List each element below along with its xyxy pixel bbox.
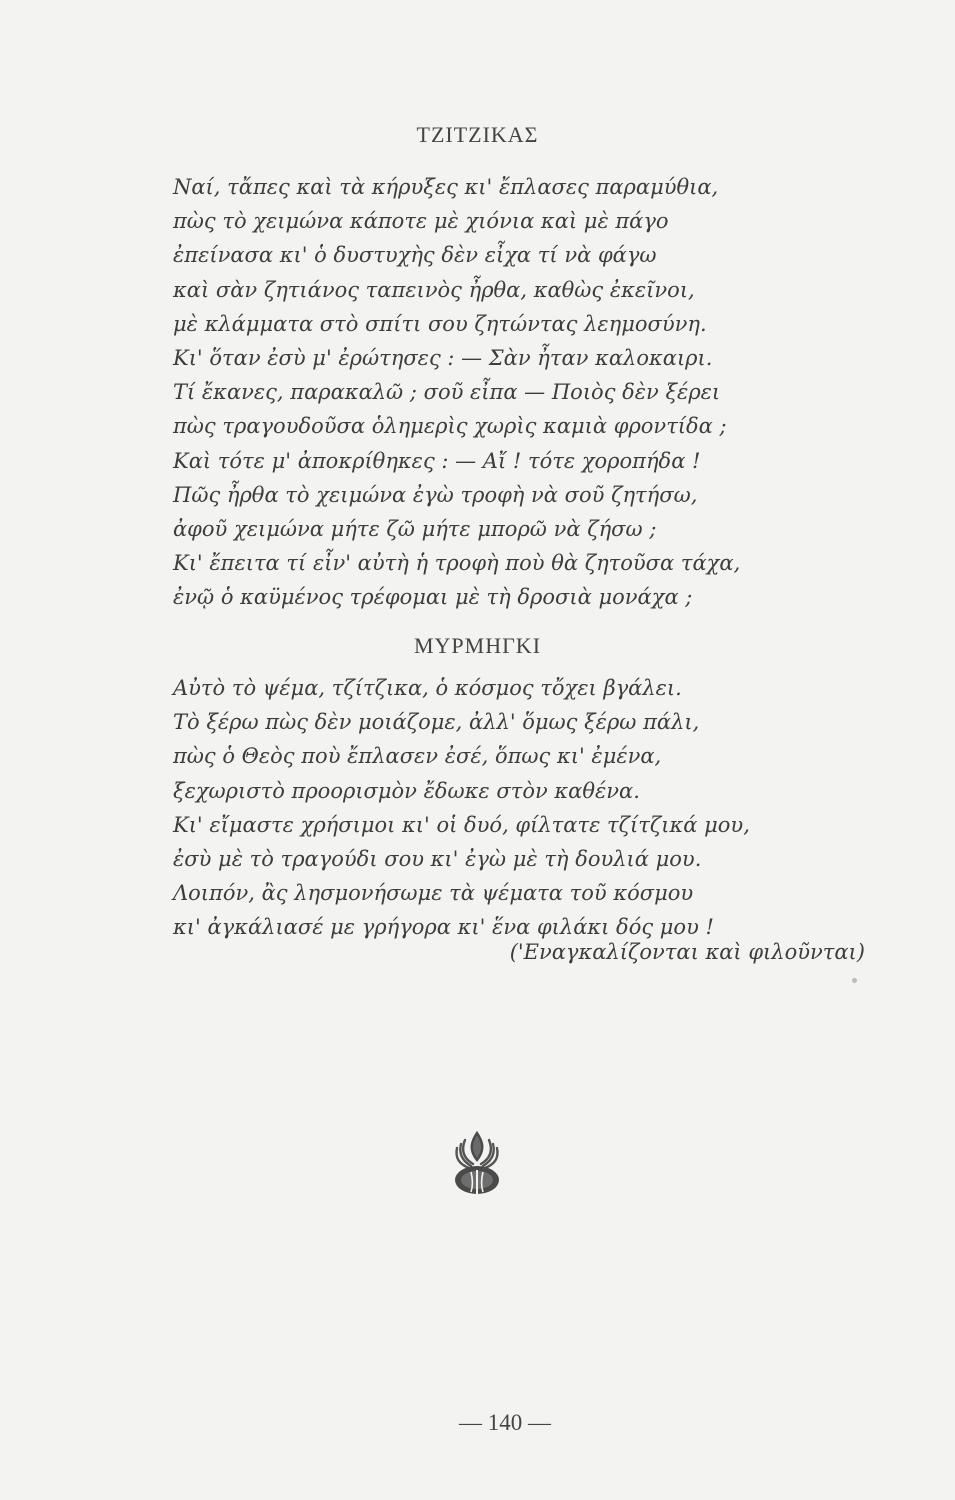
verse-line: ἐνῷ ὁ καϋμένος τρέφομαι μὲ τὴ δροσιὰ μονάχα ; (173, 585, 693, 610)
verse-line: ἐσὺ μὲ τὸ τραγούδι σου κι' ἐγὼ μὲ τὴ δουλιά μου. (173, 846, 702, 871)
verse-line: πὼς τὸ χειμώνα κάποτε μὲ χιόνια καὶ μὲ πάγο (173, 209, 669, 234)
verse-line: Τί ἔκανες, παρακαλῶ ; σοῦ εἶπα — Ποιὸς δὲν ξέρει (173, 380, 721, 405)
verse-line: ἐπείνασα κι' ὁ δυστυχὴς δὲν εἶχα τί νὰ φάγω (173, 243, 657, 268)
verse-line: Κι' ἔπειτα τί εἶν' αὐτὴ ἡ τροφὴ ποὺ θὰ ζητοῦσα τάχα, (173, 551, 741, 576)
verse-line: πὼς τραγουδοῦσα ὁλημερὶς χωρὶς καμιὰ φροντίδα ; (173, 414, 727, 439)
stage-direction: ('Εναγκαλίζονται καὶ φιλοῦνται) (509, 940, 865, 964)
verse-line: Καὶ τότε μ' ἀποκρίθηκες : — Αἴ ! τότε χοροπήδα ! (173, 448, 701, 473)
flame-ornament-icon (449, 1130, 505, 1196)
verse-block-tzitzikas (173, 170, 873, 614)
verse-block-myrmigki (173, 671, 873, 945)
speaker-name-tzitzikas: ΤΖΙΤΖΙΚΑΣ (416, 122, 539, 147)
verse-line: ξεχωριστὸ προορισμὸν ἔδωκε στὸν καθένα. (173, 778, 640, 803)
verse-line: μὲ κλάμματα στὸ σπίτι σου ζητώντας λεημοσύνη. (173, 311, 707, 336)
verse-line: Πῶς ἦρθα τὸ χειμώνα ἐγὼ τροφὴ νὰ σοῦ ζητήσω, (173, 482, 698, 507)
verse-line: κι' ἀγκάλιασέ με γρήγορα κι' ἕνα φιλάκι δός μου ! (173, 915, 714, 940)
verse-line: ἀφοῦ χειμώνα μήτε ζῶ μήτε μπορῶ νὰ ζήσω ; (173, 516, 657, 541)
page-number: — 140 — (459, 1410, 551, 1435)
verse-line: Αὐτὸ τὸ ψέμα, τζίτζικα, ὁ κόσμος τὄχει βγάλει. (173, 676, 682, 700)
verse-line: καὶ σὰν ζητιάνος ταπεινὸς ἦρθα, καθὼς ἐκεῖνοι, (173, 277, 695, 302)
verse-line: Λοιπόν, ἂς λησμονήσωμε τὰ ψέματα τοῦ κόσμου (173, 881, 694, 906)
speaker-name-myrmigki: ΜΥΡΜΗΓΚΙ (413, 633, 542, 658)
verse-line: Ναί, τἄπες καὶ τὰ κήρυξες κι' ἔπλασες παραμύθια, (173, 175, 719, 199)
verse-line: Τὸ ξέρω πὼς δὲν μοιάζομε, ἀλλ' ὅμως ξέρω πάλι, (173, 710, 700, 735)
verse-line: Κι' ὅταν ἐσὺ μ' ἐρώτησες : — Σὰν ἦταν καλοκαιρι. (173, 345, 713, 370)
verse-line: πὼς ὁ Θεὸς ποὺ ἔπλασεν ἐσέ, ὅπως κι' ἐμένα, (173, 744, 662, 769)
verse-line: Κι' εἴμαστε χρήσιμοι κι' οἱ δυό, φίλτατε τζίτζικά μου, (173, 812, 750, 837)
ink-speck (852, 978, 857, 983)
